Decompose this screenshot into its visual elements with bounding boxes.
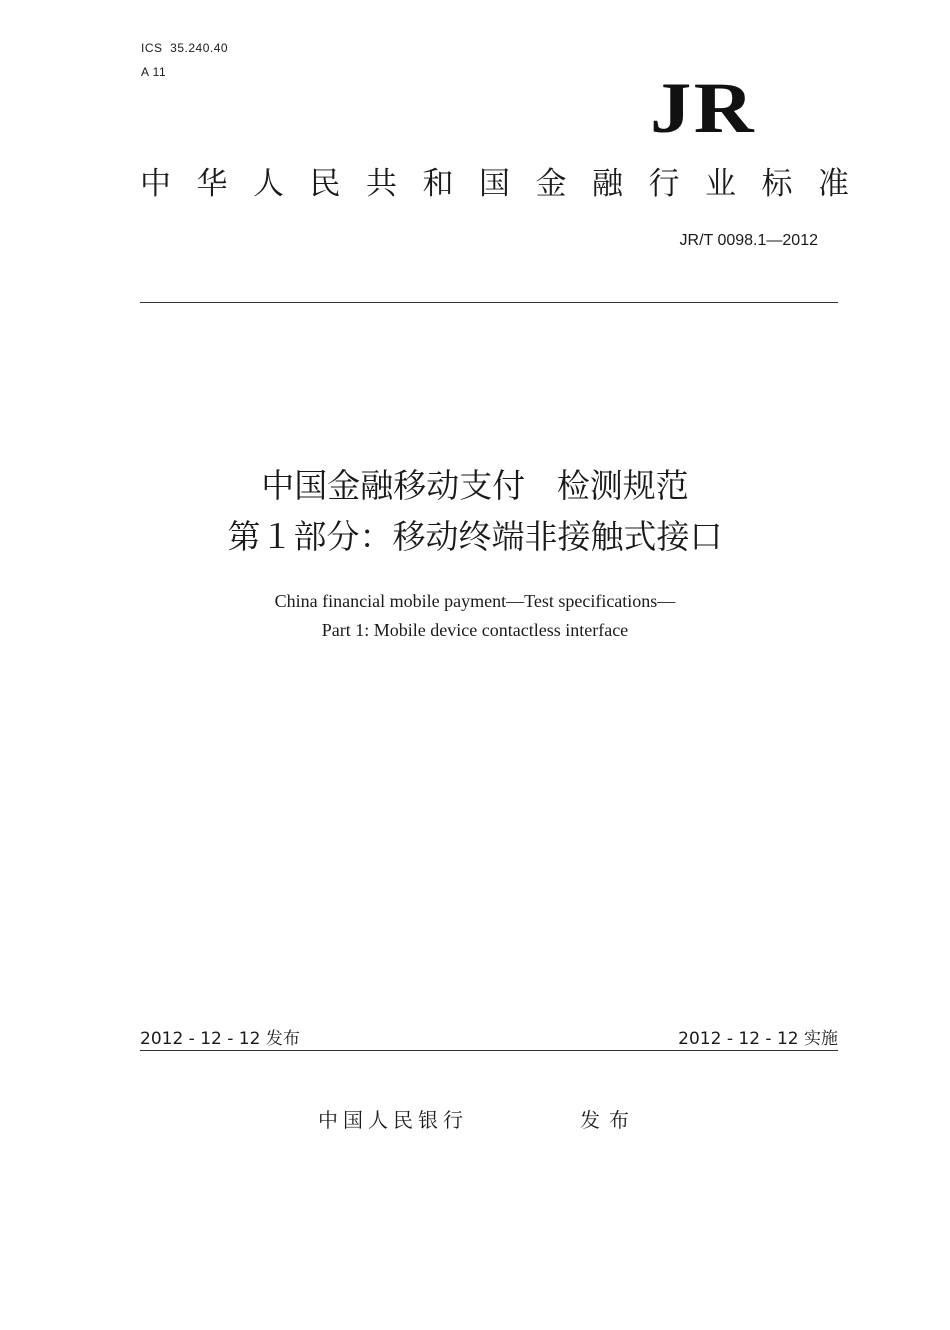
standard-type-title: 中华人民共和国金融行业标准 <box>140 166 875 202</box>
classification-code: A 11 <box>141 65 167 79</box>
bottom-divider <box>140 1050 838 1051</box>
standard-number: JR/T 0098.1—2012 <box>679 232 818 249</box>
chinese-title-line-1: 中国金融移动支付 检测规范 <box>261 466 689 505</box>
implementation-date: 2012 - 12 - 12 实施 <box>678 1029 838 1049</box>
english-title-line-2: Part 1: Mobile device contactless interface <box>321 620 629 640</box>
issue-label: 发布 <box>580 1108 638 1132</box>
chinese-title-line-2: 第１部分：移动终端非接触式接口 <box>227 517 723 556</box>
top-divider <box>140 302 838 303</box>
english-title-line-1: China financial mobile payment—Test specifications— <box>274 591 676 611</box>
jr-logo: JR <box>650 68 756 148</box>
issue-date: 2012 - 12 - 12 发布 <box>140 1029 300 1049</box>
issuer-name: 中国人民银行 <box>318 1108 468 1132</box>
ics-code: ICS 35.240.40 <box>141 41 229 55</box>
